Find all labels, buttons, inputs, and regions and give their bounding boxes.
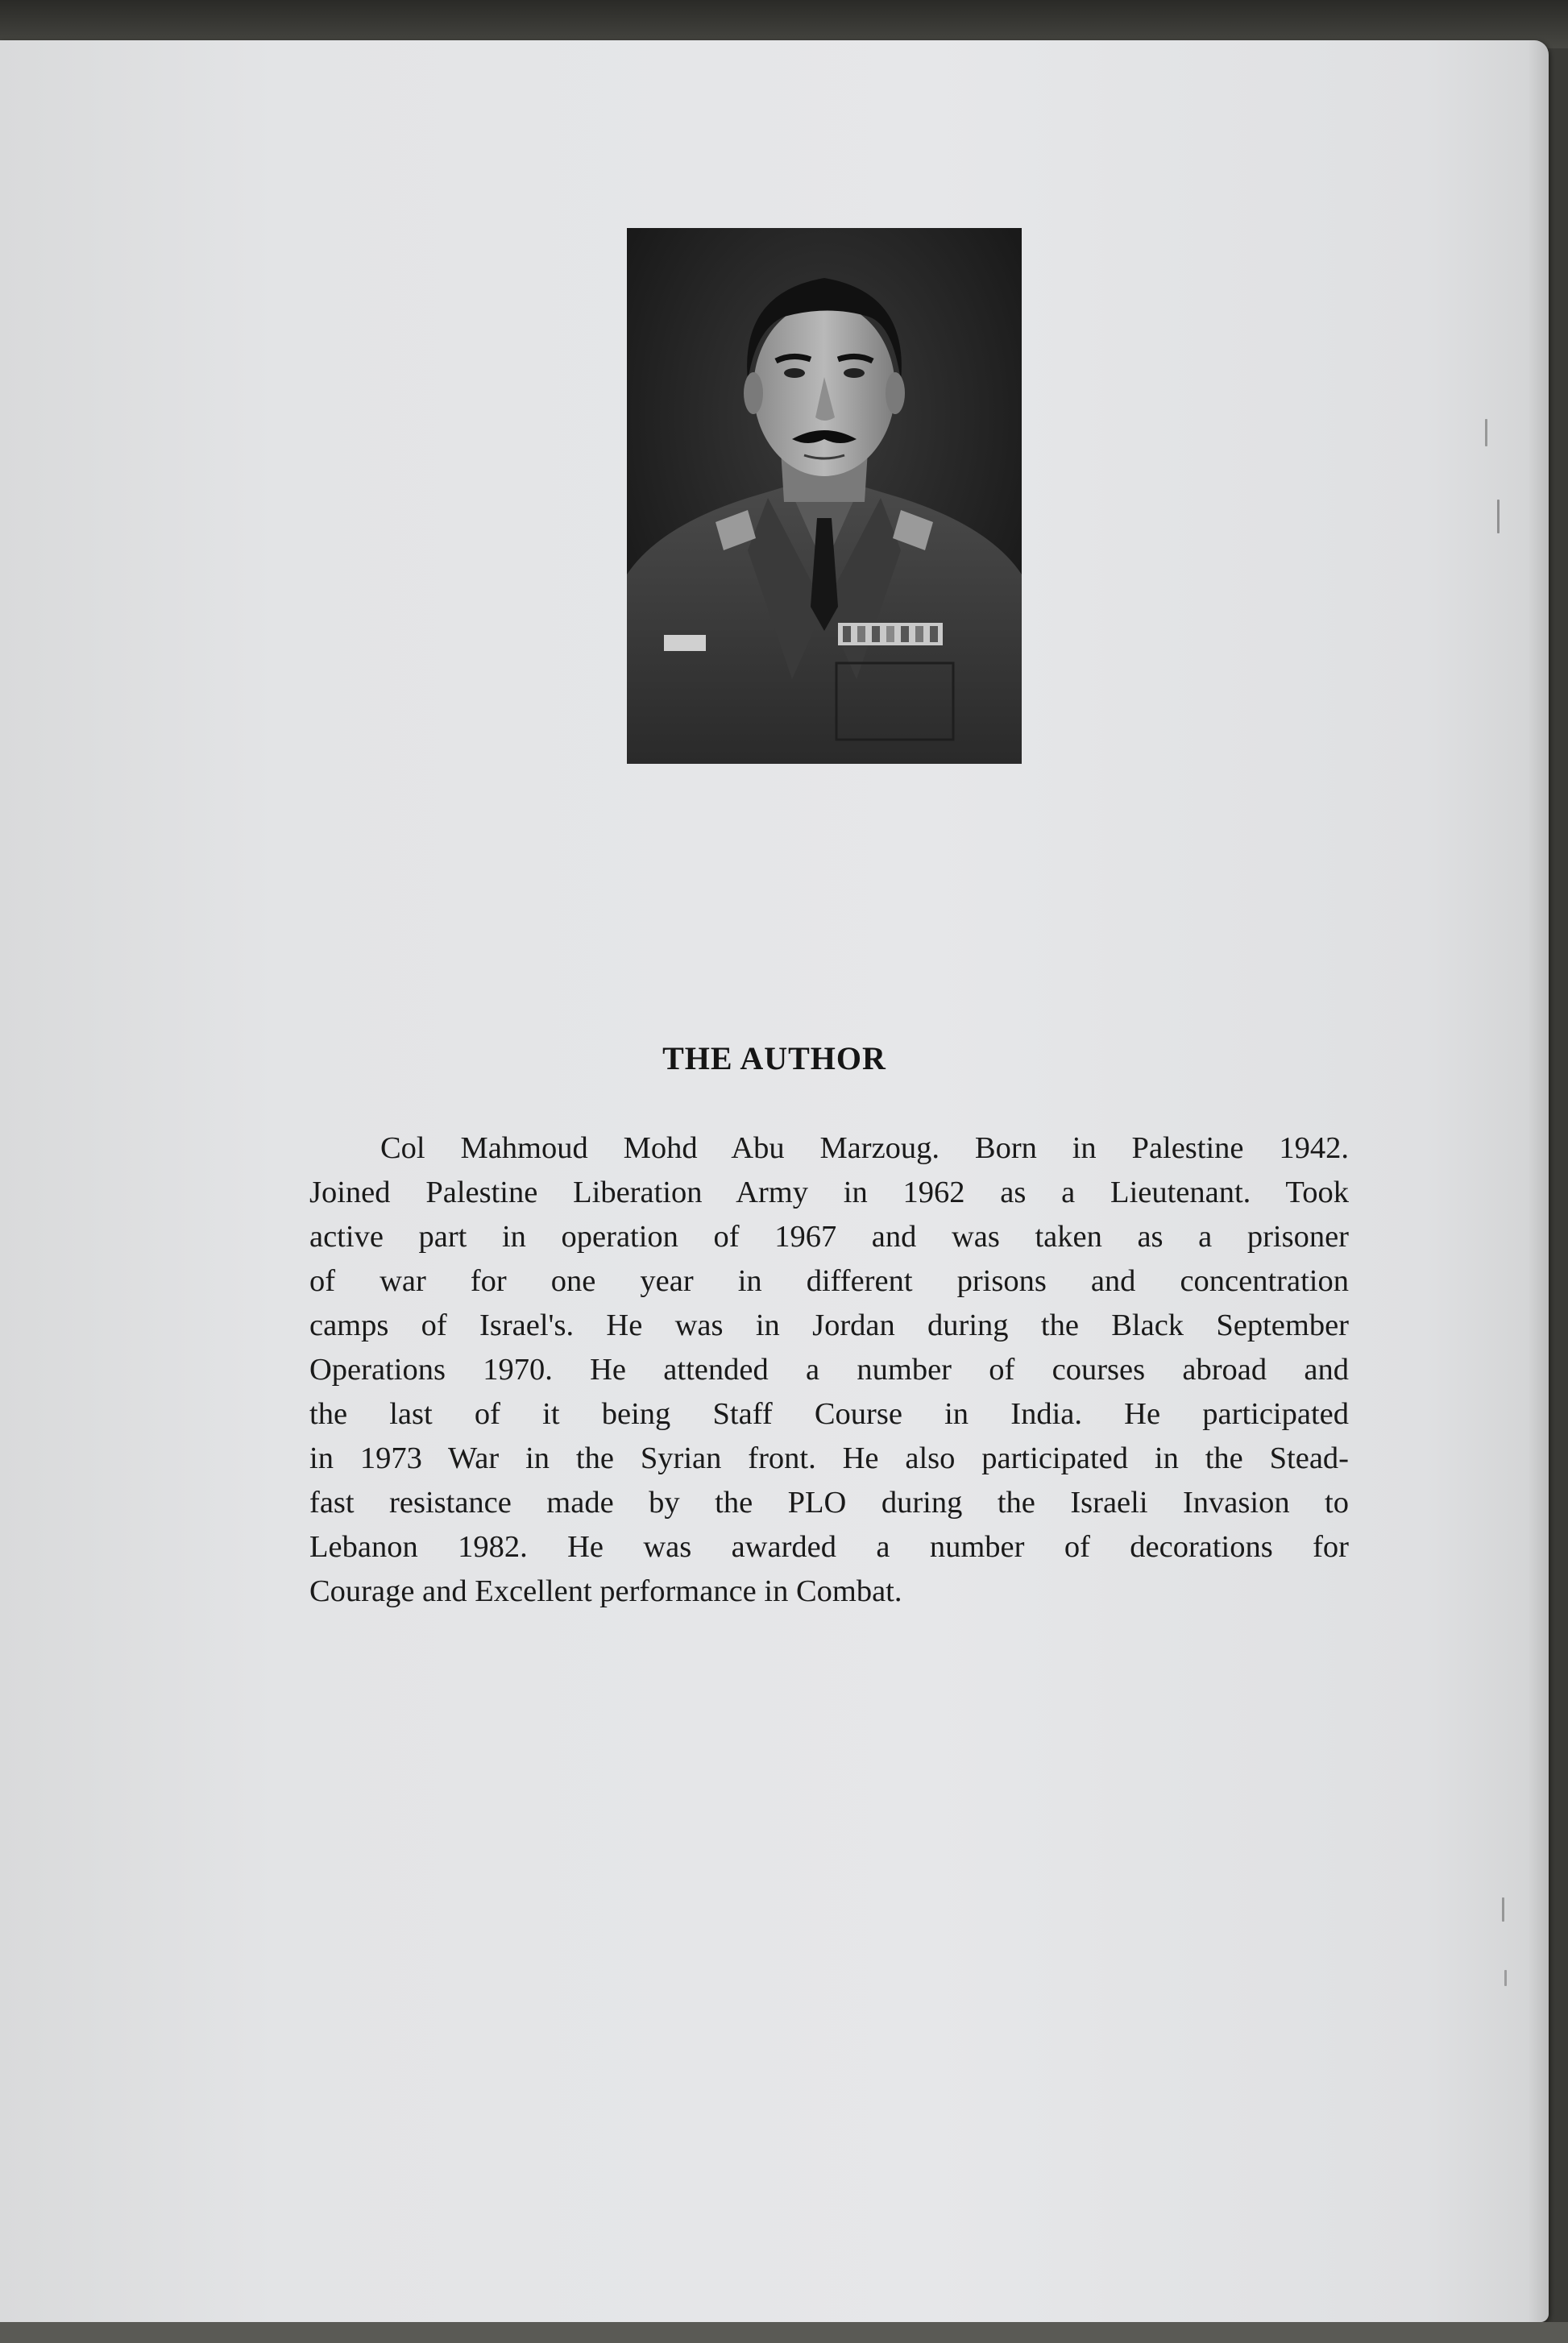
author-biography [309, 1126, 1349, 1614]
margin-mark [1504, 1970, 1507, 1986]
bio-line: Col Mahmoud Mohd Abu Marzoug. Born in Palestine 1942. [380, 1131, 1349, 1165]
section-heading: THE AUTHOR [662, 1040, 886, 1076]
bio-line: Operations 1970. He attended a number of courses abroad and [309, 1353, 1349, 1387]
bio-line: Lebanon 1982. He was awarded a number of decorations for [309, 1530, 1349, 1564]
bio-line: in 1973 War in the Syrian front. He also participated in the Stead- [309, 1441, 1349, 1475]
bio-line: fast resistance made by the PLO during the Israeli Invasion to [309, 1486, 1349, 1520]
margin-mark [1497, 500, 1500, 533]
author-photo [627, 228, 1022, 764]
margin-mark [1502, 1897, 1504, 1922]
margin-mark [1485, 419, 1487, 446]
bio-line: the last of it being Staff Course in India. He participated [309, 1397, 1349, 1431]
bio-line: camps of Israel's. He was in Jordan during the Black September [309, 1308, 1349, 1342]
author-portrait-graphic [627, 228, 1022, 764]
scan-background-bottom [0, 2322, 1568, 2343]
bio-line: Courage and Excellent performance in Combat. [309, 1574, 902, 1608]
bio-line: active part in operation of 1967 and was taken as a prisoner [309, 1220, 1349, 1254]
bio-line: of war for one year in different prisons and concentration [309, 1264, 1349, 1298]
page-edge-shadow [1528, 40, 1549, 2322]
bio-line: Joined Palestine Liberation Army in 1962 as a Lieutenant. Took [309, 1176, 1349, 1209]
